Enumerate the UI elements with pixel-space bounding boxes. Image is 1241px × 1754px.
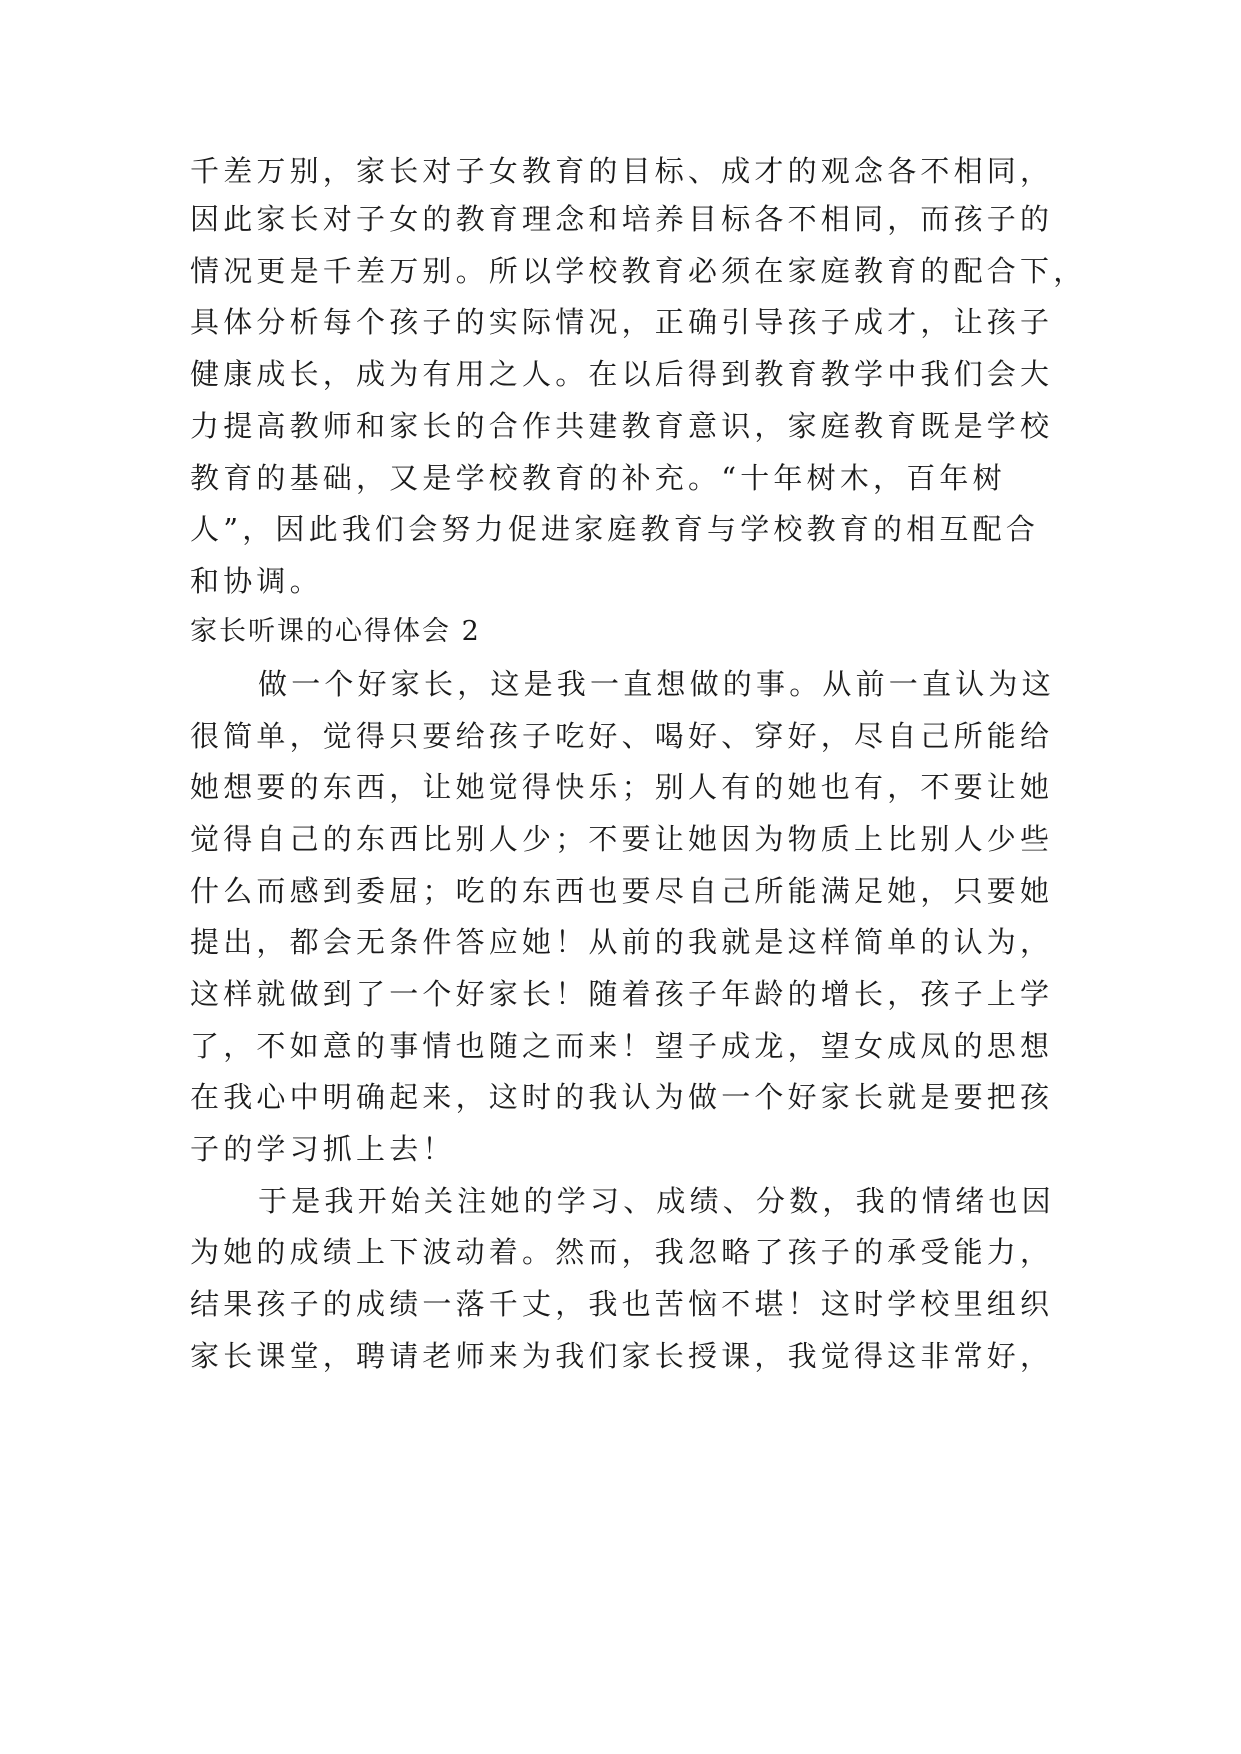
text-line: 具体分析每个孩子的实际情况，正确引导孩子成才，让孩子 [190,305,1054,339]
text-line: 家长课堂，聘请老师来为我们家长授课，我觉得这非常好， [190,1339,1054,1373]
text-line: 很简单，觉得只要给孩子吃好、喝好、穿好，尽自己所能给 [190,719,1054,753]
text-line: 为她的成绩上下波动着。然而，我忽略了孩子的承受能力， [190,1235,1054,1269]
text-line: 觉得自己的东西比别人少；不要让她因为物质上比别人少些 [190,822,1054,856]
text-line: 子的学习抓上去！ [190,1132,456,1166]
text-line: 情况更是千差万别。所以学校教育必须在家庭教育的配合下， [190,254,1087,288]
text-line: 和协调。 [190,564,323,598]
text-line: 千差万别，家长对子女教育的目标、成才的观念各不相同， [190,154,1054,188]
text-line: 力提高教师和家长的合作共建教育意识，家庭教育既是学校 [190,409,1054,443]
text-line: 教育的基础，又是学校教育的补充。“十年树木，百年树 [190,461,1006,495]
section-heading: 家长听课的心得体会 2 [190,616,481,647]
paragraph-first-line: 做一个好家长，这是我一直想做的事。从前一直认为这 [258,667,1055,701]
text-line: 因此家长对子女的教育理念和培养目标各不相同，而孩子的 [190,202,1054,236]
text-line: 她想要的东西，让她觉得快乐；别人有的她也有，不要让她 [190,770,1054,804]
text-line: 在我心中明确起来，这时的我认为做一个好家长就是要把孩 [190,1080,1054,1114]
text-line: 了，不如意的事情也随之而来！望子成龙，望女成凤的思想 [190,1029,1054,1063]
text-line: 健康成长，成为有用之人。在以后得到教育教学中我们会大 [190,357,1054,391]
text-line: 提出，都会无条件答应她！从前的我就是这样简单的认为， [190,925,1054,959]
text-line: 人”，因此我们会努力促进家庭教育与学校教育的相互配合 [190,512,1040,546]
text-line: 结果孩子的成绩一落千丈，我也苦恼不堪！这时学校里组织 [190,1287,1054,1321]
paragraph-first-line: 于是我开始关注她的学习、成绩、分数，我的情绪也因 [258,1184,1055,1218]
text-line: 这样就做到了一个好家长！随着孩子年龄的增长，孩子上学 [190,977,1054,1011]
text-line: 什么而感到委屈；吃的东西也要尽自己所能满足她，只要她 [190,874,1054,908]
